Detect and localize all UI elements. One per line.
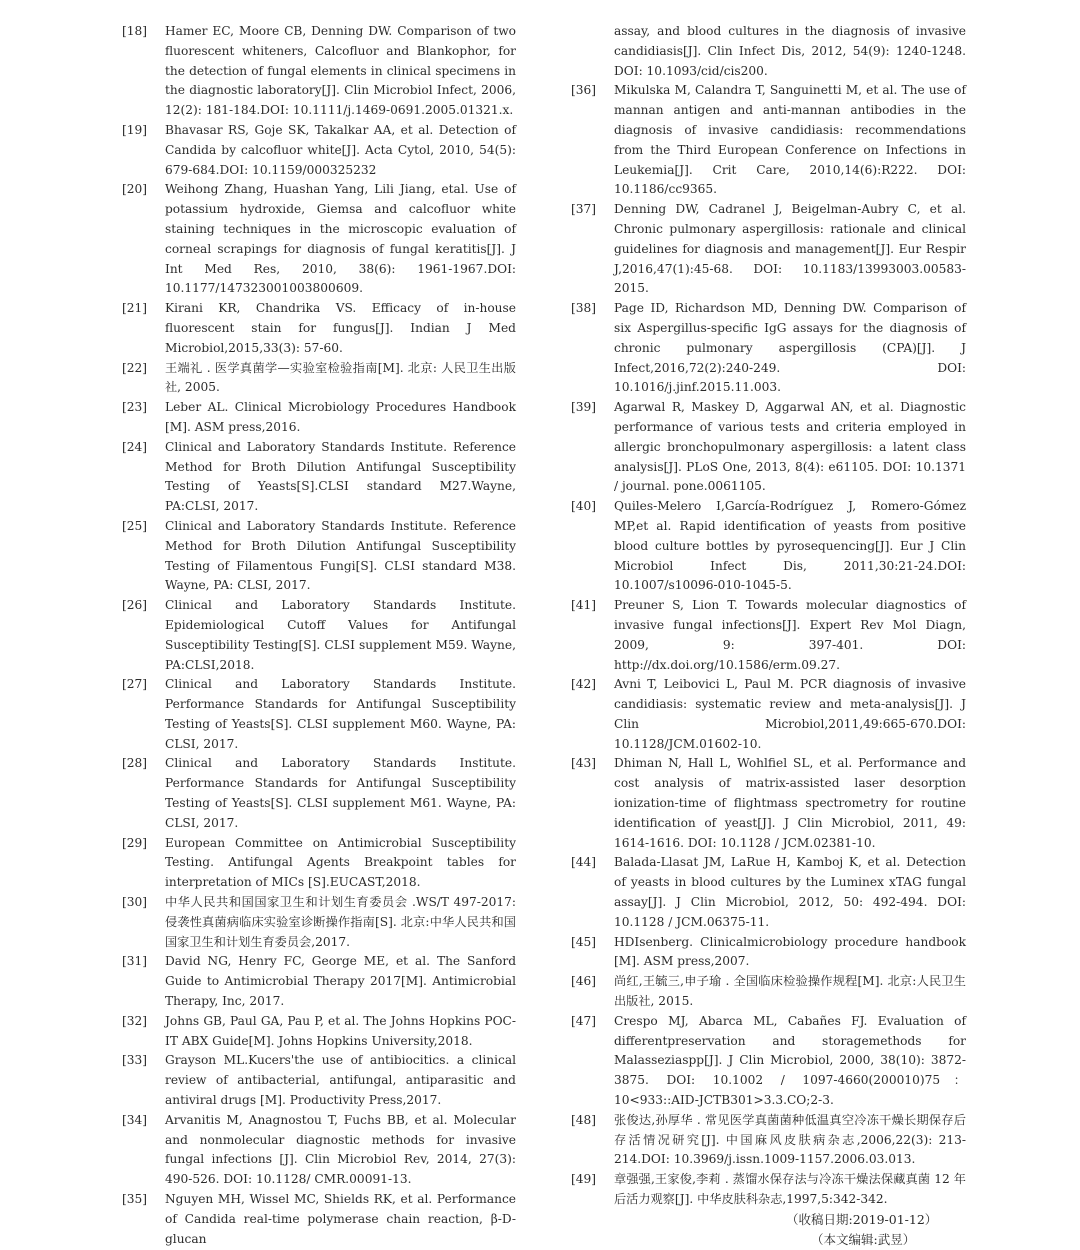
reference-text: Clinical and Laboratory Standards Institute. Performance Standards for Antifungal Susceptibility Testing of Yeasts[S]. CLSI supplement M61. Wayne, PA: CLSI, 2017. <box>165 756 516 830</box>
reference-number: [43] <box>571 756 597 771</box>
reference-text: 张俊达,孙厚华 . 常见医学真菌菌种低温真空冷冻干燥长期保存后存活情况研究[J]. 中国麻风皮肤病杂志,2006,22(3): 213-214.DOI: 10.3969/j.issn.1009-1157.2006.03.013. <box>614 1112 966 1167</box>
reference-text: Balada-Llasat JM, LaRue H, Kamboj K, et al. Detection of yeasts in blood cultures by the Luminex xTAG fungal assay[J]. J Clin Microbiol, 2012, 50: 492-494. DOI: 10.1128 / JCM.06375-11. <box>614 855 966 929</box>
reference-number: [18] <box>122 24 148 38</box>
reference-entry <box>122 438 516 517</box>
reference-entry <box>122 596 516 675</box>
reference-text: Clinical and Laboratory Standards Institute. Reference Method for Broth Dilution Antifungal Susceptibility Testing of Yeasts[S].CLSI standard M27.Wayne, PA:CLSI, 2017. <box>165 439 516 514</box>
reference-entry <box>122 1190 516 1249</box>
reference-entry <box>571 398 966 497</box>
reference-entry <box>571 200 966 299</box>
reference-entry <box>571 933 966 973</box>
reference-number: [23] <box>122 400 148 415</box>
reference-number: [29] <box>122 835 148 850</box>
reference-number: [26] <box>122 598 148 613</box>
reference-entry <box>122 1051 516 1110</box>
reference-entry <box>571 596 966 675</box>
reference-entry <box>122 952 516 1011</box>
reference-text: 王端礼 . 医学真菌学—实验室检验指南[M]. 北京: 人民卫生出版社, 2005. <box>165 360 516 395</box>
reference-number: [24] <box>122 439 148 454</box>
reference-text: Hamer EC, Moore CB, Denning DW. Comparison of two fluorescent whiteners, Calcofluor and Blankophor, for the detection of fungal elements in clinical specimens in the diagnostic laboratory[J]. Clin Microbiol Infect, 2006, 12(2): 181-184.DOI: 10.1111/j.1469-0691.2005.01321.x. <box>165 24 516 118</box>
reference-number: [28] <box>122 756 148 771</box>
reference-entry <box>122 675 516 754</box>
reference-text: Agarwal R, Maskey D, Aggarwal AN, et al. Diagnostic performance of various tests and criteria employed in allergic bronchopulmonary aspergillosis: a latent class analysis[J]. PLoS One, 2013, 8(4): e61105. DOI: 10.1371 / journal. pone.0061105. <box>614 400 966 494</box>
reference-text: Arvanitis M, Anagnostou T, Fuchs BB, et al. Molecular and nonmolecular diagnostic methods for invasive fungal infections [J]. Clin Microbiol Rev, 2014, 27(3): 490-526. DOI: 10.1128/ CMR.00091-13. <box>165 1112 516 1187</box>
reference-number: [33] <box>122 1053 148 1068</box>
reference-number: [45] <box>571 934 597 949</box>
reference-number: [30] <box>122 895 148 910</box>
reference-text: Quiles-Melero I,García-Rodríguez J, Romero-Gómez MP,et al. Rapid identification of yeasts from positive blood culture bottles by pyrosequencing[J]. Eur J Clin Microbiol Infect Dis, 2011,30:21-24.DOI: 10.1007/s10096-010-1045-5. <box>614 499 966 593</box>
reference-entry <box>571 1012 966 1111</box>
reference-number: [20] <box>122 182 148 197</box>
reference-number: [25] <box>122 518 148 533</box>
reference-continuation: assay, and blood cultures in the diagnosis of invasive candidiasis[J]. Clin Infect Dis, 2012, 54(9): 1240-1248. DOI: 10.1093/cid/cis200. <box>614 24 966 78</box>
reference-text: Grayson ML.Kucers'the use of antibiocitics. a clinical review of antibacterial, antifungal, antiparasitic and antiviral drugs [M]. Productivity Press,2017. <box>165 1053 516 1108</box>
reference-number: [38] <box>571 301 597 316</box>
reference-text: Crespo MJ, Abarca ML, Cabañes FJ. Evaluation of differentpreservation and storagemethods for Malasseziaspp[J]. J Clin Microbiol, 2000, 38(10): 3872-3875. DOI: 10.1002 / 1097-4660(200010)75：10<933::AID-JCTB301>3.3.CO;2-3. <box>614 1013 966 1108</box>
reference-text: Mikulska M, Calandra T, Sanguinetti M, et al. The use of mannan antigen and anti-mannan antibodies in the diagnosis of invasive candidiasis: recommendations from the Third European Conference on Infections in Leukemia[J]. Crit Care, 2010,14(6):R222. DOI: 10.1186/cc9365. <box>614 83 966 197</box>
reference-number: [22] <box>122 360 148 375</box>
reference-number: [39] <box>571 400 597 415</box>
reference-entry <box>122 893 516 952</box>
reference-entry <box>122 22 516 121</box>
reference-text: Weihong Zhang, Huashan Yang, Lili Jiang, etal. Use of potassium hydroxide, Giemsa and calcofluor white staining techniques in the microscopic evaluation of corneal scrapings for diagnosis of fungal keratitis[J]. J Int Med Res, 2010, 38(6): 1961-1967.DOI: 10.1177/147323001003800609. <box>165 182 516 296</box>
reference-entry <box>122 1012 516 1052</box>
reference-number: [48] <box>571 1112 597 1127</box>
editor-credit: （本文编辑:武昱） <box>811 1231 916 1247</box>
reference-number: [42] <box>571 677 597 692</box>
reference-entry <box>571 972 966 1012</box>
reference-text: Kirani KR, Chandrika VS. Efficacy of in-house fluorescent stain for fungus[J]. Indian J Med Microbiol,2015,33(3): 57-60. <box>165 301 516 355</box>
reference-number: [27] <box>122 677 148 692</box>
reference-text: Dhiman N, Hall L, Wohlfiel SL, et al. Performance and cost analysis of matrix-assisted laser desorption ionization-time of flightmass spectrometry for routine identification of yeast[J]. J Clin Microbiol, 2011, 49: 1614-1616. DOI: 10.1128 / JCM.02381-10. <box>614 756 966 850</box>
reference-entry <box>122 359 516 399</box>
reference-text: 中华人民共和国国家卫生和计划生育委员会 .WS/T 497-2017: 侵袭性真菌病临床实验室诊断操作指南[S]. 北京:中华人民共和国国家卫生和计划生育委员会,2017. <box>165 895 516 949</box>
left-column <box>122 22 516 1249</box>
reference-number: [21] <box>122 301 148 316</box>
reference-text: Avni T, Leibovici L, Paul M. PCR diagnosis of invasive candidiasis: systematic review and meta-analysis[J]. J Clin Microbiol,2011,49:665-670.DOI: 10.1128/JCM.01602-10. <box>614 677 966 751</box>
reference-number: [40] <box>571 499 597 514</box>
reference-entry <box>571 675 966 754</box>
reference-entry <box>122 180 516 299</box>
reference-entry <box>122 754 516 833</box>
reference-number: [36] <box>571 83 597 98</box>
reference-text: Leber AL. Clinical Microbiology Procedures Handbook [M]. ASM press,2016. <box>165 400 516 434</box>
reference-entry <box>571 497 966 596</box>
reference-number: [31] <box>122 954 148 969</box>
reference-number: [41] <box>571 598 597 613</box>
reference-entry <box>571 1170 966 1210</box>
reference-number: [44] <box>571 855 597 870</box>
reference-entry <box>571 1111 966 1170</box>
reference-number: [19] <box>122 122 148 137</box>
reference-text: Clinical and Laboratory Standards Institute. Performance Standards for Antifungal Susceptibility Testing of Yeasts[S]. CLSI supplement M60. Wayne, PA: CLSI, 2017. <box>165 677 516 751</box>
right-reference-list <box>571 81 966 1209</box>
reference-entry <box>571 754 966 853</box>
reference-text: Page ID, Richardson MD, Denning DW. Comparison of six Aspergillus-specific IgG assays for the diagnosis of chronic pulmonary aspergillosis (CPA)[J]. J Infect,2016,72(2):240-249. DOI: 10.1016/j.jinf.2015.11.003. <box>614 301 966 395</box>
reference-number: [32] <box>122 1013 148 1028</box>
reference-entry <box>122 121 516 180</box>
reference-entry <box>122 1111 516 1190</box>
reference-text: 尚红,王毓三,申子瑜 . 全国临床检验操作规程[M]. 北京:人民卫生出版社, 2015. <box>614 974 966 1009</box>
reference-text: Bhavasar RS, Goje SK, Takalkar AA, et al. Detection of Candida by calcofluor white[J]. Acta Cytol, 2010, 54(5): 679-684.DOI: 10.1159/000325232 <box>165 122 516 177</box>
reference-entry <box>571 853 966 932</box>
reference-text: David NG, Henry FC, George ME, et al. The Sanford Guide to Antimicrobial Therapy 2017[M]. Antimicrobial Therapy, Inc, 2017. <box>165 954 516 1009</box>
reference-entry <box>122 517 516 596</box>
reference-number: [35] <box>122 1192 148 1207</box>
reference-text: 章强强,王家俊,李莉 . 蒸馏水保存法与冷冻干燥法保藏真菌 12 年后活力观察[J]. 中华皮肤科杂志,1997,5:342-342. <box>614 1172 966 1207</box>
reference-number: [37] <box>571 202 597 217</box>
received-date: （收稿日期:2019-01-12） <box>786 1211 938 1227</box>
reference-entry <box>571 299 966 398</box>
reference-number: [46] <box>571 974 597 989</box>
reference-entry <box>122 834 516 893</box>
reference-number: [49] <box>571 1172 597 1187</box>
reference-text: HDIsenberg. Clinicalmicrobiology procedure handbook [M]. ASM press,2007. <box>614 934 966 969</box>
reference-text: Johns GB, Paul GA, Pau P, et al. The Johns Hopkins POC-IT ABX Guide[M]. Johns Hopkins University,2018. <box>165 1013 516 1048</box>
reference-number: [34] <box>122 1112 148 1127</box>
right-column <box>571 22 966 1250</box>
reference-text: Denning DW, Cadranel J, Beigelman-Aubry C, et al. Chronic pulmonary aspergillosis: rationale and clinical guidelines for diagnosis and management[J]. Eur Respir J,2016,47(1):45-68. DOI: 10.1183/13993003.00583-2015. <box>614 202 966 296</box>
reference-entry <box>571 81 966 200</box>
reference-text: Clinical and Laboratory Standards Institute. Epidemiological Cutoff Values for Antifungal Susceptibility Testing[S]. CLSI supplement M59. Wayne, PA:CLSI,2018. <box>165 598 516 672</box>
reference-text: Preuner S, Lion T. Towards molecular diagnostics of invasive fungal infections[J]. Expert Rev Mol Diagn, 2009, 9: 397-401. DOI: http://dx.doi.org/10.1586/erm.09.27. <box>614 598 966 672</box>
reference-text: Nguyen MH, Wissel MC, Shields RK, et al. Performance of Candida real-time polymerase chain reaction, β-D-glucan <box>165 1192 516 1246</box>
reference-text: Clinical and Laboratory Standards Institute. Reference Method for Broth Dilution Antifungal Susceptibility Testing of Filamentous Fungi[S]. CLSI standard M38. Wayne, PA: CLSI, 2017. <box>165 518 516 593</box>
reference-text: European Committee on Antimicrobial Susceptibility Testing. Antifungal Agents Breakpoint tables for interpretation of MICs [S].EUCAST,2018. <box>165 835 516 890</box>
reference-number: [47] <box>571 1013 597 1028</box>
reference-entry <box>122 299 516 358</box>
reference-entry <box>122 398 516 438</box>
